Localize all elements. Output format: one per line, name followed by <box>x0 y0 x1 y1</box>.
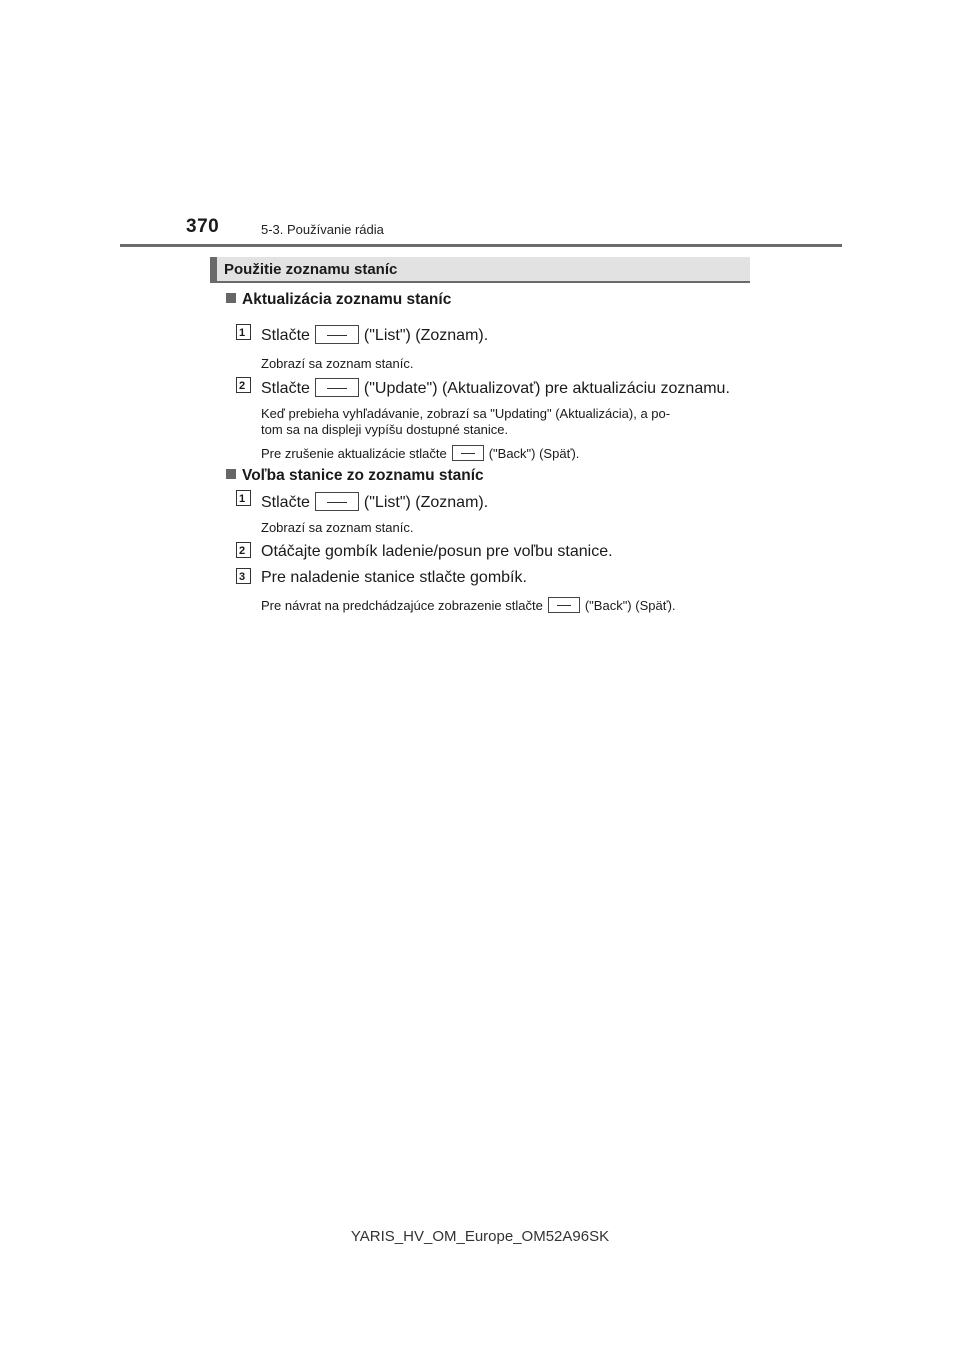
footer-doc-code: YARIS_HV_OM_Europe_OM52A96SK <box>350 1228 610 1245</box>
step-number-2: 2 <box>236 377 251 393</box>
square-bullet-icon <box>226 469 236 479</box>
step-text-pre: Stlačte <box>261 380 310 397</box>
step-text-pre: Stlačte <box>261 327 310 344</box>
step-text-post: ("Update") (Aktualizovať) pre aktualizáciu zoznamu. <box>363 380 730 397</box>
step-text: Pre naladenie stanice stlačte gombík. <box>261 569 527 586</box>
list-key-icon <box>315 325 359 344</box>
step-note: Zobrazí sa zoznam staníc. <box>261 356 414 371</box>
step-note-line: tom sa na displeji vypíšu dostupné stanice. <box>261 422 509 437</box>
step-text-post: ("List") (Zoznam). <box>363 327 489 344</box>
page-number: 370 <box>186 216 220 237</box>
step-note <box>261 445 579 462</box>
subheading-text: Aktualizácia zoznamu staníc <box>242 291 452 308</box>
step-text <box>261 325 488 345</box>
step-text <box>261 492 488 512</box>
step-note-line: Keď prebieha vyhľadávanie, zobrazí sa "Updating" (Aktualizácia), a po- <box>261 406 671 421</box>
step-text <box>261 378 730 398</box>
step-text-post: ("List") (Zoznam). <box>363 494 489 511</box>
back-key-icon <box>452 445 484 461</box>
step-number-1: 1 <box>236 324 251 340</box>
subheading-select-station <box>226 467 484 485</box>
step-text-pre: Stlačte <box>261 494 310 511</box>
subheading-update-list <box>226 291 451 309</box>
section-title: Použitie zoznamu staníc <box>224 261 398 278</box>
back-key-icon <box>548 597 580 613</box>
list-key-icon <box>315 492 359 511</box>
step-note <box>261 597 676 614</box>
update-key-icon <box>315 378 359 397</box>
header-rule <box>120 244 842 247</box>
step-note: Zobrazí sa zoznam staníc. <box>261 520 414 535</box>
section-header-bar <box>210 257 217 281</box>
step-text: Otáčajte gombík ladenie/posun pre voľbu stanice. <box>261 543 613 560</box>
note-text-post: ("Back") (Späť). <box>488 446 580 461</box>
note-text-pre: Pre zrušenie aktualizácie stlačte <box>261 446 447 461</box>
note-text-post: ("Back") (Späť). <box>584 598 676 613</box>
step-number-1: 1 <box>236 490 251 506</box>
step-number-3: 3 <box>236 568 251 584</box>
running-head: 5-3. Používanie rádia <box>261 222 384 237</box>
step-number-2: 2 <box>236 542 251 558</box>
note-text-pre: Pre návrat na predchádzajúce zobrazenie stlačte <box>261 598 543 613</box>
subheading-text: Voľba stanice zo zoznamu staníc <box>242 467 484 484</box>
square-bullet-icon <box>226 293 236 303</box>
section-header <box>210 257 750 283</box>
